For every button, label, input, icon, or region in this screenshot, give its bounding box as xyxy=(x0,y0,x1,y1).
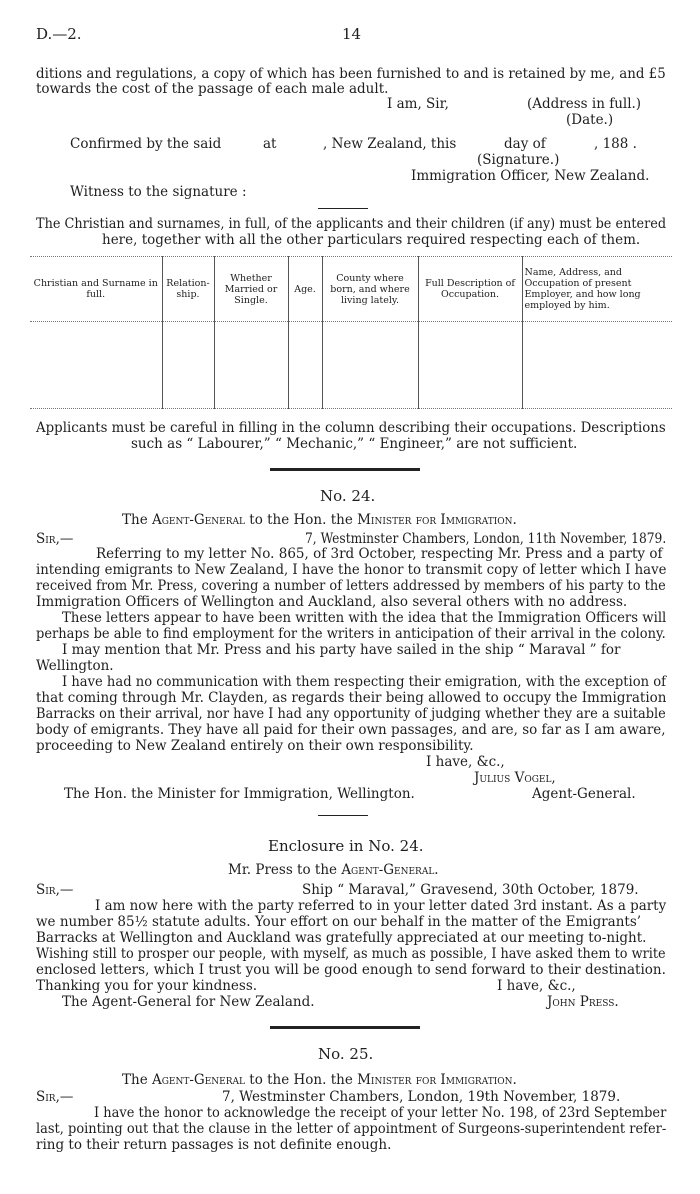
body-line: proceeding to New Zealand entirely on their own responsibility. xyxy=(36,738,474,754)
section-rule xyxy=(270,1026,420,1029)
note-line: Applicants must be careful in filling in the column describing their occupations. Descriptions xyxy=(36,420,666,436)
salutation: Sir,— xyxy=(36,882,74,898)
body-line: body of emigrants. They have all paid for their own passages, and are, so far as I am aware, xyxy=(36,722,666,738)
column-header: Name, Address, and Occupation of present Employer, and how long employed by him. xyxy=(522,257,672,322)
table-cell xyxy=(322,322,418,409)
address-date: 7, Westminster Chambers, London, 11th November, 1879. xyxy=(305,531,667,547)
sender-name: Mr. Press xyxy=(228,862,293,878)
body-line: Wishing still to prosper our people, with myself, as much as possible, I have asked them to write xyxy=(36,946,666,962)
recipient-name: Minister for Immigration. xyxy=(357,512,517,528)
table-row xyxy=(30,322,672,409)
recipient-name: Minister for Immigration. xyxy=(357,1072,517,1088)
separator-rule xyxy=(318,815,368,816)
column-header: Christian and Surname in full. xyxy=(30,257,162,322)
document-reference: D.—2. xyxy=(36,25,82,43)
addressee: The Hon. the Minister for Immigration, Wellington. xyxy=(64,786,415,802)
salutation: Sir,— xyxy=(36,531,74,547)
confirmation-label: Confirmed by the said xyxy=(70,136,222,152)
confirmation-at: at xyxy=(263,136,277,152)
instruction-line: The Christian and surnames, in full, of the applicants and their children (if any) must be entered xyxy=(36,216,667,232)
body-line: Referring to my letter No. 865, of 3rd October, respecting Mr. Press and a party of xyxy=(96,546,663,562)
letter-subheading: The Agent-General to the Hon. the Minister for Immigration. xyxy=(122,512,517,528)
table-cell xyxy=(162,322,214,409)
body-line: intending emigrants to New Zealand, I have the honor to transmit copy of letter which I have xyxy=(36,562,667,578)
address-date: 7, Westminster Chambers, London, 19th November, 1879. xyxy=(222,1089,621,1105)
note-line: such as “ Labourer,” “ Mechanic,” “ Engineer,” are not sufficient. xyxy=(131,436,578,452)
table-cell xyxy=(418,322,522,409)
body-line: ring to their return passages is not definite enough. xyxy=(36,1137,392,1153)
body-line: These letters appear to have been written with the idea that the Immigration Officers will xyxy=(62,610,667,626)
body-line: Immigration Officers of Wellington and Auckland, also several others with no address. xyxy=(36,594,628,610)
addressee: The Agent-General for New Zealand. xyxy=(62,994,315,1010)
body-line: I have the honor to acknowledge the receipt of your letter No. 198, of 23rd September xyxy=(94,1105,667,1121)
table-cell xyxy=(522,322,672,409)
body-line: Barracks at Wellington and Auckland was gratefully appreciated at our meeting to-night. xyxy=(36,930,647,946)
section-rule xyxy=(270,468,420,471)
page-number: 14 xyxy=(342,25,362,43)
body-line: we number 85½ statute adults. Your effort on our behalf in the matter of the Emigrants’ xyxy=(36,914,642,930)
table-cell xyxy=(214,322,288,409)
instruction-line: here, together with all the other particulars required respecting each of them. xyxy=(102,232,641,248)
body-line: enclosed letters, which I trust you will be good enough to send forward to their destination. xyxy=(36,962,666,978)
closing: I have, &c., xyxy=(426,754,505,770)
enclosure-heading: Enclosure in No. 24. xyxy=(268,837,424,855)
sender-name: Agent-General xyxy=(151,512,245,528)
body-line: towards the cost of the passage of each male adult. xyxy=(36,81,389,97)
body-line: ditions and regulations, a copy of which has been furnished to and is retained by me, and £5 xyxy=(36,66,666,82)
body-line: Wellington. xyxy=(36,658,114,674)
body-line: that coming through Mr. Clayden, as regards their being allowed to occupy the Immigration xyxy=(36,690,667,706)
letter-heading: No. 24. xyxy=(320,487,376,505)
signer-name: John Press. xyxy=(547,994,619,1010)
column-header: Age. xyxy=(288,257,322,322)
table-cell xyxy=(288,322,322,409)
address-placeholder: (Address in full.) xyxy=(527,96,642,112)
letter-subheading: The Agent-General to the Hon. the Minister for Immigration. xyxy=(122,1072,517,1088)
officer-title: Immigration Officer, New Zealand. xyxy=(411,168,650,184)
date-placeholder: (Date.) xyxy=(566,112,614,128)
salutation: Sir,— xyxy=(36,1089,74,1105)
body-line: Barracks on their arrival, nor have I had any opportunity of judging whether they are a suitable xyxy=(36,706,666,722)
body-line: received from Mr. Press, covering a number of letters addressed by members of his party to the xyxy=(36,578,666,594)
signer-name: Julius Vogel, xyxy=(474,770,556,786)
applicant-table xyxy=(30,256,672,409)
sender-name: Agent-General xyxy=(151,1072,245,1088)
closing-phrase: I am, Sir, xyxy=(387,96,449,112)
body-line: I have had no communication with them respecting their emigration, with the exception of xyxy=(62,674,667,690)
body-line: last, pointing out that the clause in the letter of appointment of Surgeons-superintendent refer- xyxy=(36,1121,667,1137)
body-line: I am now here with the party referred to in your letter dated 3rd instant. As a party xyxy=(95,898,667,914)
signature-placeholder: (Signature.) xyxy=(477,152,560,168)
column-header: Whether Married or Single. xyxy=(214,257,288,322)
body-line: perhaps be able to find employment for the writers in anticipation of their arrival in the colony. xyxy=(36,626,666,642)
witness-label: Witness to the signature : xyxy=(70,184,247,200)
letter-heading: No. 25. xyxy=(318,1045,374,1063)
table-cell xyxy=(30,322,162,409)
separator-rule xyxy=(318,208,368,209)
recipient-name: Agent-General. xyxy=(341,862,439,878)
signer-title: Agent-General. xyxy=(532,786,636,802)
column-header: Full Description of Occupation. xyxy=(418,257,522,322)
confirmation-year: , 188 . xyxy=(594,136,637,152)
closing: I have, &c., xyxy=(497,978,576,994)
body-line: Thanking you for your kindness. xyxy=(36,978,258,994)
address-date: Ship “ Maraval,” Gravesend, 30th October, 1879. xyxy=(302,882,639,898)
enclosure-subheading: Mr. Press to the Agent-General. xyxy=(228,862,439,878)
body-line: I may mention that Mr. Press and his party have sailed in the ship “ Maraval ” for xyxy=(62,642,621,658)
column-header: County where born, and where living lately. xyxy=(322,257,418,322)
column-header: Relation-ship. xyxy=(162,257,214,322)
confirmation-place: , New Zealand, this xyxy=(323,136,457,152)
confirmation-day: day of xyxy=(504,136,546,152)
